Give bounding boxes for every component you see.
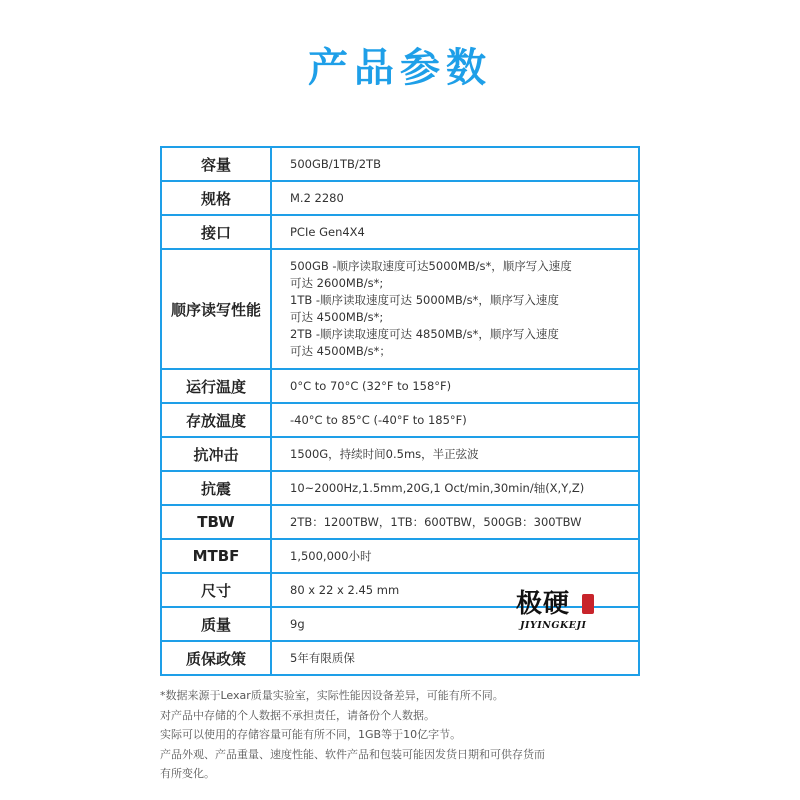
spec-label: MTBF <box>161 539 271 573</box>
spec-value-line: 500GB -顺序读取速度可达5000MB/s*，顺序写入速度 <box>290 259 572 273</box>
spec-row-mtbf <box>161 539 639 573</box>
footnote-line: 有所变化。 <box>160 767 215 780</box>
spec-row-tbw <box>161 505 639 539</box>
spec-label: 抗冲击 <box>161 437 271 471</box>
spec-label: TBW <box>161 505 271 539</box>
spec-value-line: 5年有限质保 <box>290 650 355 665</box>
spec-value-line: 可达 4500MB/s*； <box>290 344 391 358</box>
spec-row-interface <box>161 215 639 249</box>
footnote-line: *数据来源于Lexar质量实验室，实际性能因设备差异，可能有所不同。 <box>160 689 504 702</box>
watermark-chars: 极硬 <box>516 589 571 619</box>
spec-value <box>271 249 639 369</box>
watermark-subtitle: JIYINGKEJI <box>520 620 587 631</box>
spec-value-line: 80 x 22 x 2.45 mm <box>290 582 400 597</box>
spec-value <box>271 147 639 181</box>
spec-label: 顺序读写性能 <box>161 249 271 369</box>
spec-value <box>271 437 639 471</box>
spec-row-sequential-speed <box>161 249 639 369</box>
spec-value <box>271 505 639 539</box>
spec-value <box>271 539 639 573</box>
footnotes <box>160 686 680 784</box>
spec-label: 抗震 <box>161 471 271 505</box>
spec-label: 质量 <box>161 607 271 641</box>
spec-value-line: M.2 2280 <box>290 190 344 205</box>
spec-value-line: 10~2000Hz,1.5mm,20G,1 Oct/min,30min/轴(X,Y,Z) <box>290 480 585 495</box>
spec-value <box>271 369 639 403</box>
spec-value <box>271 181 639 215</box>
spec-label: 运行温度 <box>161 369 271 403</box>
spec-label: 规格 <box>161 181 271 215</box>
brand-watermark <box>516 588 600 640</box>
spec-value <box>271 215 639 249</box>
spec-value-line: 2TB -顺序读取速度可达 4850MB/s*，顺序写入速度 <box>290 327 559 341</box>
spec-value-line: 1,500,000小时 <box>290 548 372 563</box>
spec-label: 容量 <box>161 147 271 181</box>
spec-value-line: 1TB -顺序读取速度可达 5000MB/s*，顺序写入速度 <box>290 293 559 307</box>
spec-row-warranty <box>161 641 639 675</box>
footnote-line: 产品外观、产品重量、速度性能、软件产品和包装可能因发货日期和可供存货而 <box>160 747 545 761</box>
spec-row-operating-temp <box>161 369 639 403</box>
spec-row-capacity <box>161 147 639 181</box>
spec-value-line: 可达 4500MB/s*; <box>290 310 384 324</box>
spec-value-line: 500GB/1TB/2TB <box>290 156 381 171</box>
seal-stamp-icon <box>582 594 594 614</box>
spec-row-form-factor <box>161 181 639 215</box>
footnote-line: 对产品中存储的个人数据不承担责任，请备份个人数据。 <box>160 708 435 722</box>
spec-value-line: 0°C to 70°C (32°F to 158°F) <box>290 378 452 393</box>
spec-value <box>271 403 639 437</box>
footnote-line: 实际可以使用的存储容量可能有所不同，1GB等于10亿字节。 <box>160 728 462 741</box>
spec-value-line: 2TB：1200TBW，1TB：600TBW，500GB：300TBW <box>290 514 582 529</box>
spec-label: 尺寸 <box>161 573 271 607</box>
spec-label: 存放温度 <box>161 403 271 437</box>
spec-value <box>271 471 639 505</box>
spec-row-shock <box>161 437 639 471</box>
spec-row-vibration <box>161 471 639 505</box>
spec-value-line: PCIe Gen4X4 <box>290 224 365 239</box>
page-title: 产品参数 <box>308 45 492 91</box>
spec-value-line: 1500G，持续时间0.5ms，半正弦波 <box>290 446 479 461</box>
spec-label: 质保政策 <box>161 641 271 675</box>
spec-value-line: 可达 2600MB/s*; <box>290 276 384 290</box>
spec-value-line: 9g <box>290 616 305 631</box>
spec-value-line: -40°C to 85°C (-40°F to 185°F) <box>290 412 467 427</box>
spec-label: 接口 <box>161 215 271 249</box>
spec-value <box>271 641 639 675</box>
spec-row-storage-temp <box>161 403 639 437</box>
